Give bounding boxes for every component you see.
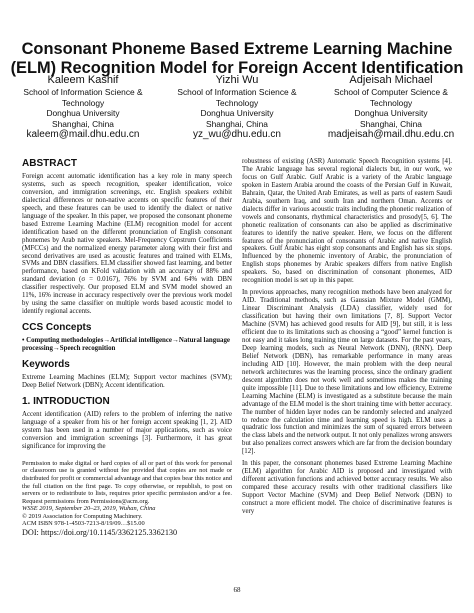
author-email: madjeisah@mail.dhu.edu.cn [327, 129, 455, 140]
left-column [22, 158, 232, 538]
author-block-2 [162, 74, 312, 141]
author-affiliation-line: Donghua University [46, 108, 120, 118]
author-affiliation-line: School of Computer Science & [333, 87, 449, 97]
body-paragraph-2: In previous approaches, many recognition methods have been analyzed for AID. Traditional methods, such as Gaussian Mixture Model (GMM), Linear Discriminant Analysis (LDA) classifier, widely used for classification but having their own limitations [7, 8]. Support Vector Machine (SVM) has achieved good results for AID [9], but still, it is less efficient due to its limitations such as choosing a “good” kernel function is not easy and it takes long training time on large datasets. For the past years, Deep learning models, such as Neural Network (DNN), (RNN). Deep Belief Network (DBN), has remarkable performance in many areas including AID [10]. However, the main problem with the deep neural network architectures was the learning process, since the ordinary gradient descent algorithm does not work well and sometimes makes the training quite impossible [11]. Due to these limitations and low efficiency, Extreme Learning Machine (ELM) is investigated as a substitute because the main advantage of the ELM model is the short training time with better accuracy. The number of hidden layer nodes can be randomly selected and analyzed to reduce the calculation time and learning speed is high. ELM uses a quadratic loss function and minimizes the sum of squared errors between the class labels and the network output. It not only penalizes wrong answers but also penalizes correct answers which are far from the decision boundary [12]. [242, 289, 452, 456]
isbn-line: ACM ISBN 978-1-4503-7213-8/19/09…$15.00 [22, 520, 145, 528]
author-email: yz_wu@dhu.edu.cn [193, 129, 281, 140]
author-name: Adjeisah Michael [349, 74, 433, 86]
permission-block [22, 460, 232, 538]
author-name: Yizhi Wu [215, 74, 259, 86]
author-affiliation-line: Shanghai, China [360, 118, 422, 129]
conference-info: WSSE 2019, September 20–23, 2019, Wuhan, China [22, 505, 156, 513]
author-affiliation-line: Technology [61, 97, 105, 108]
paper-title [0, 40, 474, 78]
introduction-text: Accent identification (AID) refers to the problem of inferring the native language of a speaker from his or her foreign accent speaking [1, 2]. AID system has been used in a number of major applications, such as voice conversion and immigration screenings [3]. Furthermore, it has great significance for improving the [22, 410, 232, 450]
right-column [242, 158, 452, 516]
author-name: Kaleem Kashif [47, 74, 119, 86]
author-affiliation-line: Technology [369, 97, 413, 108]
keywords-heading: Keywords [22, 359, 70, 371]
body-paragraph-3: In this paper, the consonant phonemes based Extreme Learning Machine (ELM) algorithm for Arabic AID is proposed and investigated with different activation functions and achieved better accuracy results. We also compared these accuracy results with other traditional classifiers like Support Vector Machine (SVM) and Deep Belief Network (DBN) to construct a more efficient model. The choice of discriminative features is very [242, 460, 452, 515]
author-block-3 [316, 74, 466, 141]
ccs-text: • Computing methodologies→Artificial intelligence→Natural language processing→Speech recognition [22, 337, 230, 353]
author-affiliation-line: School of Information Science & [177, 87, 297, 97]
copyright-line: © 2019 Association for Computing Machinery. [22, 512, 143, 520]
author-affiliation-line: Donghua University [354, 108, 428, 118]
author-affiliation-line: Shanghai, China [206, 118, 268, 129]
author-affiliation-line: School of Information Science & [23, 87, 143, 97]
permission-text: Permission to make digital or hard copies of all or part of this work for personal or classroom use is granted without fee provided that copies are not made or distributed for profit or commercial advantage and that copies bear this notice and the full citation on the first page. To copy otherwise, or republish, to post on servers or to redistribute to lists, requires prior specific permission and/or a fee. Request permissions from Permissions@acm.org. [22, 459, 232, 505]
introduction-heading: 1. INTRODUCTION [22, 395, 110, 407]
title-line-1: Consonant Phoneme Based Extreme Learning Machine [21, 40, 453, 58]
author-affiliation-line: Donghua University [200, 108, 274, 118]
author-affiliation-line: Technology [215, 97, 259, 108]
author-email: kaleem@mail.dhu.edu.cn [26, 129, 140, 140]
page-number: 68 [233, 586, 241, 594]
keywords-text: Extreme Learning Machines (ELM); Support vector machines (SVM); Deep Belief Network (DBN); Accent identification. [22, 374, 232, 390]
ccs-heading: CCS Concepts [22, 322, 92, 334]
body-paragraph-1: robustness of existing (ASR) Automatic Speech Recognition systems [4]. The Arabic language has several regional dialects but, in our work, we focus on Gulf Arabic. Gulf Arabic is a variety of the Arabic language spoken in Eastern Arabia around the coasts of the Persian Gulf in Kuwait, Bahrain, Qatar, the United Arab Emirates, as well as parts of eastern Saudi Arabia, southern Iraq, and south Iran and northern Oman. Accents or dialects differ in various acoustic traits including the phonetic realization of vowels and consonants, rhythmical characteristics and prosody[5, 6]. The phonetic realization of consonants can also be applied as discriminative features to identify the native speaker. Here, we focus on the different features of the pronunciation of consonants of Arabic and native English speakers. Gulf Arabic has eight stop consonants and English has six stops. Influenced by the phonemic inventory of Arabic, the pronunciation of English stops phonemes by Arabic speakers differs from native English speakers. So, based on discrimination of consonant phonemes, AID recognition model is set up in this paper. [242, 158, 452, 285]
abstract-heading: ABSTRACT [22, 158, 77, 169]
title-line-2: (ELM) Recognition Model for Foreign Accent Identification [10, 59, 464, 77]
doi-link[interactable]: DOI: https://doi.org/10.1145/3362125.3362130 [22, 528, 178, 538]
author-affiliation-line: Shanghai, China [52, 118, 114, 129]
abstract-text: Foreign accent automatic identification has a key role in many speech systems, such as speech recognition, speaker identification, voice conversion, and immigration screenings, etc. English speakers exhibit dialectical differences or non-native accents on specific features of their speech, and these features can be used to identify the dialect or native language of the speaker. In this paper, we proposed the consonant phoneme based Extreme Learning Machine (ELM) recognition model for accent identification based on the different pronunciation of English consonant phonemes by Arab native speakers. Mel-Frequency Cepstrum Coefficients (MFCCs) and the normalized energy parameter along with their first and second derivatives are used as acoustic features and trained with ELMs, SVMs and DBN classifiers. ELM classifier showed fast learning, and better performance, based on KFold validation with an accuracy of 88% and standard deviation (σ = 0.0167), 76% by SVM and 64% with DBN classifier respectively. Our proposed ELM and SVM model showed an 11%, 16% increase in accuracy respectively over the previous work model by using the same classifier on multiple words based acoustic model to identify regional accents. [22, 173, 232, 316]
author-block-1 [8, 74, 158, 141]
